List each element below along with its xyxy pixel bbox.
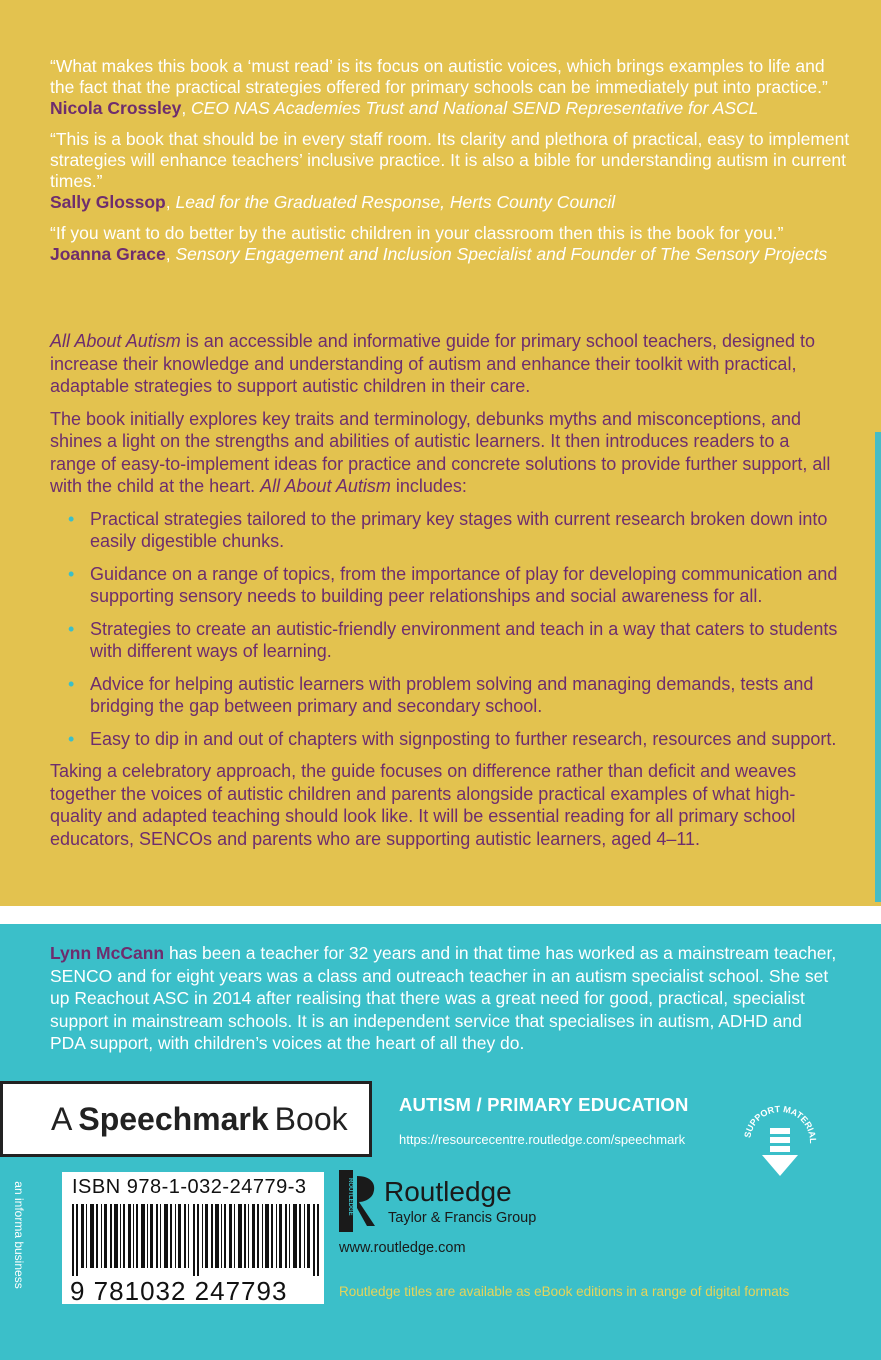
quote-role: CEO NAS Academies Trust and National SEND Representative for ASCL	[191, 98, 759, 118]
isbn-digits: 9 781032 247793	[70, 1276, 288, 1306]
publisher-url[interactable]: www.routledge.com	[339, 1240, 466, 1256]
overview-paragraph	[50, 408, 840, 498]
endorsement-quote	[50, 56, 850, 119]
book-title: All About Autism	[50, 331, 181, 351]
closing-paragraph: Taking a celebratory approach, the guide focuses on difference rather than deficit and weaves together the voices of autistic children and parents alongside practical examples of what high-quality and adapted teaching should look like. It will be essential reading for all primary school educators, SENCOs and parents who are supporting autistic learners, aged 4–11.	[50, 761, 797, 849]
quote-attribution: Nicola Crossley, CEO NAS Academies Trust and National SEND Representative for ASCL	[50, 98, 759, 118]
quote-author: Sally Glossop	[50, 192, 166, 212]
list-item	[68, 728, 840, 751]
publisher-name: Routledge	[384, 1176, 512, 1207]
list-item-text: Advice for helping autistic learners with problem solving and managing demands, tests and bridging the gap between primary and secondary school.	[90, 673, 814, 716]
bullet-icon: •	[68, 673, 75, 694]
list-item	[68, 618, 840, 663]
isbn-barcode-box	[62, 1172, 324, 1304]
imprint-suffix: Book	[274, 1100, 348, 1137]
isbn-label: ISBN 978-1-032-24779-3	[72, 1176, 307, 1198]
informa-text: an informa business	[12, 1181, 26, 1289]
quote-attribution: Joanna Grace, Sensory Engagement and Inclusion Specialist and Founder of The Sensory Projects	[50, 244, 828, 264]
author-name: Lynn McCann	[50, 943, 165, 963]
subject-category: AUTISM / PRIMARY EDUCATION	[399, 1094, 689, 1115]
quote-author: Nicola Crossley	[50, 98, 182, 118]
quote-text: “What makes this book a ‘must read’ is its focus on autistic voices, which brings examples to life and the fact that the practical strategies offered for primary schools can be immediately put into practice.”	[50, 56, 828, 97]
imprint-box	[0, 1081, 372, 1157]
list-item	[68, 673, 840, 718]
book-description	[50, 330, 840, 860]
overview-end: includes:	[390, 476, 467, 496]
routledge-logo-text: ROUTLEDGE	[347, 1178, 353, 1216]
quote-text: “If you want to do better by the autistic children in your classroom then this is the book for you.”	[50, 223, 784, 243]
quote-text: “This is a book that should be in every staff room. Its clarity and plethora of practical, easy to implement strategies will enhance teachers’ inclusive practice. It is also a bible for understanding autism in current times.”	[50, 129, 850, 191]
informa-tagline	[8, 1176, 30, 1302]
divider-band	[0, 906, 881, 924]
bullet-icon: •	[68, 728, 75, 749]
quote-role: Lead for the Graduated Response, Herts County Council	[175, 192, 616, 212]
list-item	[68, 508, 840, 553]
endorsement-quote	[50, 223, 850, 265]
overview-text: The book initially explores key traits and terminology, debunks myths and misconceptions, and shines a light on the strengths and abilities of autistic learners. It then introduces readers to a range of easy-to-implement ideas for practice and concrete solutions to provide further support, all with the child at the heart.	[50, 408, 831, 496]
list-item-text: Strategies to create an autistic-friendly environment and teach in a way that caters to students with different ways of learning.	[90, 618, 838, 661]
quote-attribution: Sally Glossop, Lead for the Graduated Response, Herts County Council	[50, 192, 616, 212]
list-item-text: Guidance on a range of topics, from the importance of play for developing communication and supporting sensory needs to building peer relationships and social awareness for all.	[90, 563, 838, 606]
intro-text: is an accessible and informative guide for primary school teachers, designed to increase their knowledge and understanding of autism and enhance their toolkit with practical, adaptable strategies to support autistic children in their care.	[50, 331, 816, 396]
intro-paragraph	[50, 330, 840, 398]
feature-list	[50, 508, 840, 751]
quote-author: Joanna Grace	[50, 244, 166, 264]
publisher-group: Taylor & Francis Group	[388, 1210, 537, 1226]
imprint-brand: Speechmark	[78, 1100, 269, 1137]
bullet-icon: •	[68, 563, 75, 584]
endorsements	[50, 56, 850, 275]
routledge-logo-icon	[337, 1170, 381, 1232]
support-badge-text: SUPPORT MATERIAL	[742, 1103, 819, 1144]
resource-url[interactable]: https://resourcecentre.routledge.com/speechmark	[399, 1132, 686, 1147]
bullet-icon: •	[68, 508, 75, 529]
imprint-prefix: A	[51, 1100, 73, 1137]
list-item	[68, 563, 840, 608]
barcode-icon	[72, 1204, 322, 1276]
endorsement-quote	[50, 129, 850, 213]
bullet-icon: •	[68, 618, 75, 639]
author-bio-text: has been a teacher for 32 years and in that time has worked as a mainstream teacher, SENCO and for eight years was a class and outreach teacher in an autism specialist school. She set up Reachout ASC in 2014 after realising that there was a great need for good, practical, specialist support in mainstream schools. It is an independent service that specialises in autism, ADHD and PDA support, with children’s voices at the heart of all they do.	[50, 943, 837, 1053]
quote-role: Sensory Engagement and Inclusion Specialist and Founder of The Sensory Projects	[175, 244, 828, 264]
support-material-icon	[740, 1098, 820, 1178]
author-bio	[50, 942, 840, 1055]
book-title: All About Autism	[260, 476, 391, 496]
list-item-text: Practical strategies tailored to the primary key stages with current research broken down into easily digestible chunks.	[90, 508, 828, 551]
list-item-text: Easy to dip in and out of chapters with signposting to further research, resources and support.	[90, 728, 837, 749]
edge-tab	[875, 432, 881, 902]
ebook-note: Routledge titles are available as eBook editions in a range of digital formats	[339, 1284, 790, 1299]
